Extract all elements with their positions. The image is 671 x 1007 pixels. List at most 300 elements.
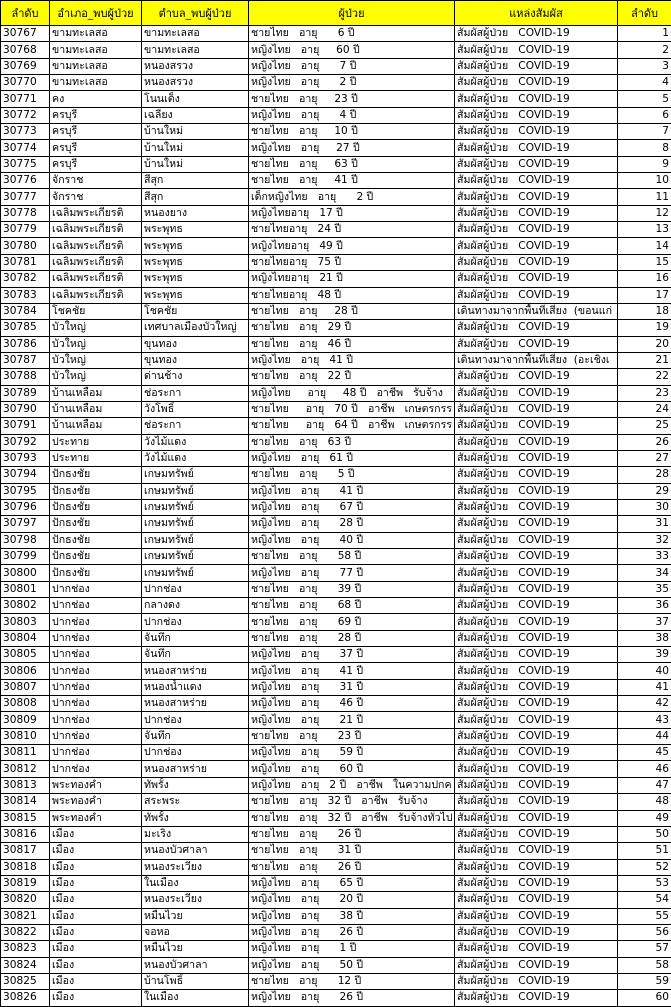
case-number-cell: 30770	[1, 75, 50, 91]
table-row	[1, 26, 671, 42]
exposure-source-cell: สัมผัสผู้ป่วย COVID-19	[455, 794, 618, 810]
subdistrict-cell: วังไม้แดง	[142, 434, 249, 450]
patient-cell: หญิงไทย อายุ 41 ปี	[249, 483, 455, 499]
patient-cell: หญิงไทย อายุ 37 ปี	[249, 647, 455, 663]
case-number-cell: 30813	[1, 777, 50, 793]
patient-cell: หญิงไทย อายุ 31 ปี	[249, 679, 455, 695]
subdistrict-cell: ปากช่อง	[142, 581, 249, 597]
subdistrict-cell: หนองระเวียง	[142, 892, 249, 908]
table-row	[1, 75, 671, 91]
case-number-cell: 30785	[1, 320, 50, 336]
subdistrict-cell: เกษมทรัพย์	[142, 499, 249, 515]
case-number-cell: 30804	[1, 630, 50, 646]
patient-cell: หญิงไทย อายุ 77 ปี	[249, 565, 455, 581]
case-number-cell: 30812	[1, 761, 50, 777]
sequence-cell: 38	[618, 630, 671, 646]
exposure-source-cell: สัมผัสผู้ป่วย COVID-19	[455, 859, 618, 875]
subdistrict-cell: เกษมทรัพย์	[142, 565, 249, 581]
subdistrict-cell: โนนเต็ง	[142, 91, 249, 107]
sequence-cell: 45	[618, 745, 671, 761]
patient-cell: ชายไทย อายุ 23 ปี	[249, 91, 455, 107]
exposure-source-cell: สัมผัสผู้ป่วย COVID-19	[455, 908, 618, 924]
patient-cell: ชายไทย อายุ 32 ปี อาชีพ รับจ้างทั่วไป	[249, 810, 455, 826]
patient-cell: หญิงไทย อายุ 26 ปี	[249, 924, 455, 940]
table-row	[1, 42, 671, 58]
table-row	[1, 777, 671, 793]
district-cell: บัวใหญ่	[50, 320, 142, 336]
exposure-source-cell: สัมผัสผู้ป่วย COVID-19	[455, 156, 618, 172]
sequence-cell: 60	[618, 990, 671, 1006]
exposure-source-cell: สัมผัสผู้ป่วย COVID-19	[455, 728, 618, 744]
table-row	[1, 156, 671, 172]
district-cell: เมือง	[50, 892, 142, 908]
exposure-source-cell: สัมผัสผู้ป่วย COVID-19	[455, 450, 618, 466]
case-number-cell: 30805	[1, 647, 50, 663]
subdistrict-cell: วังไม้แดง	[142, 450, 249, 466]
exposure-source-cell: สัมผัสผู้ป่วย COVID-19	[455, 941, 618, 957]
exposure-source-cell: สัมผัสผู้ป่วย COVID-19	[455, 973, 618, 989]
case-number-cell: 30803	[1, 614, 50, 630]
table-row	[1, 663, 671, 679]
table-row	[1, 565, 671, 581]
district-cell: พระทองคำ	[50, 777, 142, 793]
patient-cell: หญิงไทย อายุ 4 ปี	[249, 107, 455, 123]
patient-cell: หญิงไทยอายุ 21 ปี	[249, 271, 455, 287]
exposure-source-cell: สัมผัสผู้ป่วย COVID-19	[455, 271, 618, 287]
exposure-source-cell: สัมผัสผู้ป่วย COVID-19	[455, 418, 618, 434]
district-cell: ปักธงชัย	[50, 516, 142, 532]
district-cell: ปากช่อง	[50, 696, 142, 712]
exposure-source-cell: สัมผัสผู้ป่วย COVID-19	[455, 26, 618, 42]
subdistrict-cell: ขามทะเลสอ	[142, 26, 249, 42]
district-cell: โชคชัย	[50, 303, 142, 319]
case-number-cell: 30769	[1, 58, 50, 74]
patient-cell: ชายไทย อายุ 64 ปี อาชีพ เกษตรกรร	[249, 418, 455, 434]
patient-cell: ชายไทย อายุ 5 ปี	[249, 467, 455, 483]
subdistrict-cell: ขามทะเลสอ	[142, 42, 249, 58]
exposure-source-cell: สัมผัสผู้ป่วย COVID-19	[455, 745, 618, 761]
district-cell: ปากช่อง	[50, 598, 142, 614]
district-cell: ครบุรี	[50, 107, 142, 123]
district-cell: พระทองคำ	[50, 794, 142, 810]
district-cell: ประทาย	[50, 434, 142, 450]
patient-cell: ชายไทย อายุ 23 ปี	[249, 728, 455, 744]
case-number-cell: 30786	[1, 336, 50, 352]
table-row	[1, 336, 671, 352]
subdistrict-cell: หนองสาหร่าย	[142, 761, 249, 777]
sequence-cell: 33	[618, 549, 671, 565]
patient-cell: ชายไทย อายุ 46 ปี	[249, 336, 455, 352]
subdistrict-cell: หนองสาหร่าย	[142, 696, 249, 712]
table-row	[1, 647, 671, 663]
table-row	[1, 173, 671, 189]
case-number-cell: 30773	[1, 124, 50, 140]
sequence-cell: 27	[618, 450, 671, 466]
patient-cell: หญิงไทย อายุ 46 ปี	[249, 696, 455, 712]
table-row	[1, 401, 671, 417]
table-row	[1, 140, 671, 156]
exposure-source-cell: สัมผัสผู้ป่วย COVID-19	[455, 287, 618, 303]
sequence-cell: 4	[618, 75, 671, 91]
subdistrict-cell: ขุนทอง	[142, 336, 249, 352]
sequence-cell: 46	[618, 761, 671, 777]
table-row	[1, 254, 671, 270]
table-row	[1, 107, 671, 123]
table-row	[1, 450, 671, 466]
case-number-cell: 30783	[1, 287, 50, 303]
exposure-source-cell: สัมผัสผู้ป่วย COVID-19	[455, 843, 618, 859]
district-cell: บ้านเหลื่อม	[50, 401, 142, 417]
district-cell: ปากช่อง	[50, 614, 142, 630]
district-cell: เมือง	[50, 957, 142, 973]
case-number-cell: 30814	[1, 794, 50, 810]
patient-cell: ชายไทยอายุ 48 ปี	[249, 287, 455, 303]
patient-cell: ชายไทย อายุ 68 ปี	[249, 598, 455, 614]
case-number-cell: 30782	[1, 271, 50, 287]
case-number-cell: 30821	[1, 908, 50, 924]
sequence-cell: 50	[618, 826, 671, 842]
case-number-cell: 30778	[1, 205, 50, 221]
district-cell: คง	[50, 91, 142, 107]
table-row	[1, 745, 671, 761]
sequence-cell: 47	[618, 777, 671, 793]
exposure-source-cell: เดินทางมาจากพื้นที่เสี่ยง (อะเชิงเ	[455, 352, 618, 368]
sequence-cell: 32	[618, 532, 671, 548]
case-number-cell: 30796	[1, 499, 50, 515]
subdistrict-cell: จันทึก	[142, 728, 249, 744]
case-number-cell: 30817	[1, 843, 50, 859]
district-cell: เมือง	[50, 924, 142, 940]
district-cell: บัวใหญ่	[50, 369, 142, 385]
case-number-cell: 30806	[1, 663, 50, 679]
case-number-cell: 30808	[1, 696, 50, 712]
table-row	[1, 598, 671, 614]
table-row	[1, 614, 671, 630]
case-number-cell: 30794	[1, 467, 50, 483]
subdistrict-cell: พระพุทธ	[142, 254, 249, 270]
subdistrict-cell: บ้านใหม่	[142, 140, 249, 156]
sequence-cell: 22	[618, 369, 671, 385]
case-number-cell: 30788	[1, 369, 50, 385]
sequence-cell: 5	[618, 91, 671, 107]
sequence-cell: 26	[618, 434, 671, 450]
subdistrict-cell: หมื่นไวย	[142, 908, 249, 924]
table-row	[1, 843, 671, 859]
exposure-source-cell: สัมผัสผู้ป่วย COVID-19	[455, 679, 618, 695]
exposure-source-cell: สัมผัสผู้ป่วย COVID-19	[455, 385, 618, 401]
sequence-cell: 55	[618, 908, 671, 924]
header-row	[1, 1, 671, 26]
patient-cell: หญิงไทย อายุ 50 ปี	[249, 957, 455, 973]
sequence-cell: 13	[618, 222, 671, 238]
subdistrict-cell: หนองบัวศาลา	[142, 843, 249, 859]
case-number-cell: 30811	[1, 745, 50, 761]
exposure-source-cell: สัมผัสผู้ป่วย COVID-19	[455, 369, 618, 385]
sequence-cell: 19	[618, 320, 671, 336]
exposure-source-cell: สัมผัสผู้ป่วย COVID-19	[455, 761, 618, 777]
patient-cell: หญิงไทย อายุ 26 ปี	[249, 990, 455, 1006]
case-number-cell: 30792	[1, 434, 50, 450]
case-number-cell: 30824	[1, 957, 50, 973]
sequence-cell: 37	[618, 614, 671, 630]
subdistrict-cell: พระพุทธ	[142, 287, 249, 303]
header-case-number: ลำดับ	[1, 1, 50, 26]
patient-cell: ชายไทย อายุ 10 ปี	[249, 124, 455, 140]
table-row	[1, 794, 671, 810]
exposure-source-cell: สัมผัสผู้ป่วย COVID-19	[455, 826, 618, 842]
district-cell: ปากช่อง	[50, 761, 142, 777]
exposure-source-cell: สัมผัสผู้ป่วย COVID-19	[455, 467, 618, 483]
patient-cell: หญิงไทย อายุ 65 ปี	[249, 875, 455, 891]
subdistrict-cell: หนองน้ำแดง	[142, 679, 249, 695]
subdistrict-cell: หนองสรวง	[142, 75, 249, 91]
patient-cell: ชายไทย อายุ 31 ปี	[249, 843, 455, 859]
exposure-source-cell: สัมผัสผู้ป่วย COVID-19	[455, 205, 618, 221]
case-number-cell: 30793	[1, 450, 50, 466]
case-number-cell: 30819	[1, 875, 50, 891]
district-cell: เมือง	[50, 859, 142, 875]
exposure-source-cell: สัมผัสผู้ป่วย COVID-19	[455, 434, 618, 450]
header-sequence: ลำดับ	[618, 1, 671, 26]
sequence-cell: 21	[618, 352, 671, 368]
exposure-source-cell: สัมผัสผู้ป่วย COVID-19	[455, 892, 618, 908]
subdistrict-cell: ในเมือง	[142, 875, 249, 891]
table-row	[1, 941, 671, 957]
patient-cell: หญิงไทย อายุ 60 ปี	[249, 42, 455, 58]
sequence-cell: 30	[618, 499, 671, 515]
exposure-source-cell: สัมผัสผู้ป่วย COVID-19	[455, 124, 618, 140]
patient-cell: หญิงไทย อายุ 48 ปี อาชีพ รับจ้าง	[249, 385, 455, 401]
district-cell: เฉลิมพระเกียรติ	[50, 222, 142, 238]
patient-cell: ชายไทย อายุ 26 ปี	[249, 826, 455, 842]
patient-cell: ชายไทย อายุ 6 ปี	[249, 26, 455, 42]
district-cell: เมือง	[50, 843, 142, 859]
district-cell: บ้านเหลื่อม	[50, 385, 142, 401]
case-number-cell: 30818	[1, 859, 50, 875]
sequence-cell: 3	[618, 58, 671, 74]
exposure-source-cell: สัมผัสผู้ป่วย COVID-19	[455, 320, 618, 336]
exposure-source-cell: สัมผัสผู้ป่วย COVID-19	[455, 222, 618, 238]
patient-cell: หญิงไทย อายุ 61 ปี	[249, 450, 455, 466]
patient-cell: ชายไทย อายุ 39 ปี	[249, 581, 455, 597]
header-patient: ผู้ป่วย	[249, 1, 455, 26]
table-body	[1, 26, 671, 1007]
case-number-cell: 30816	[1, 826, 50, 842]
table-row	[1, 124, 671, 140]
patient-cell: ชายไทย อายุ 29 ปี	[249, 320, 455, 336]
sequence-cell: 54	[618, 892, 671, 908]
subdistrict-cell: หนองระเวียง	[142, 859, 249, 875]
sequence-cell: 41	[618, 679, 671, 695]
exposure-source-cell: สัมผัสผู้ป่วย COVID-19	[455, 75, 618, 91]
subdistrict-cell: เกษมทรัพย์	[142, 549, 249, 565]
district-cell: เฉลิมพระเกียรติ	[50, 254, 142, 270]
exposure-source-cell: สัมผัสผู้ป่วย COVID-19	[455, 565, 618, 581]
table-row	[1, 728, 671, 744]
district-cell: ปักธงชัย	[50, 549, 142, 565]
subdistrict-cell: จอหอ	[142, 924, 249, 940]
table-row	[1, 973, 671, 989]
subdistrict-cell: ทัพรั้ง	[142, 777, 249, 793]
subdistrict-cell: ช่อระกา	[142, 418, 249, 434]
district-cell: เมือง	[50, 826, 142, 842]
header-district: อำเภอ_พบผู้ป่วย	[50, 1, 142, 26]
exposure-source-cell: สัมผัสผู้ป่วย COVID-19	[455, 42, 618, 58]
case-number-cell: 30781	[1, 254, 50, 270]
exposure-source-cell: สัมผัสผู้ป่วย COVID-19	[455, 58, 618, 74]
district-cell: ขามทะเลสอ	[50, 75, 142, 91]
sequence-cell: 44	[618, 728, 671, 744]
patient-cell: หญิงไทย อายุ 21 ปี	[249, 712, 455, 728]
subdistrict-cell: วังโพธิ์	[142, 401, 249, 417]
exposure-source-cell: สัมผัสผู้ป่วย COVID-19	[455, 401, 618, 417]
district-cell: ขามทะเลสอ	[50, 42, 142, 58]
patient-cell: ชายไทย อายุ 69 ปี	[249, 614, 455, 630]
table-row	[1, 238, 671, 254]
subdistrict-cell: เกษมทรัพย์	[142, 467, 249, 483]
case-number-cell: 30809	[1, 712, 50, 728]
sequence-cell: 1	[618, 26, 671, 42]
sequence-cell: 25	[618, 418, 671, 434]
district-cell: ปากช่อง	[50, 712, 142, 728]
case-number-cell: 30810	[1, 728, 50, 744]
district-cell: เมือง	[50, 973, 142, 989]
case-number-cell: 30790	[1, 401, 50, 417]
exposure-source-cell: สัมผัสผู้ป่วย COVID-19	[455, 140, 618, 156]
case-number-cell: 30789	[1, 385, 50, 401]
exposure-source-cell: สัมผัสผู้ป่วย COVID-19	[455, 549, 618, 565]
exposure-source-cell: สัมผัสผู้ป่วย COVID-19	[455, 336, 618, 352]
exposure-source-cell: สัมผัสผู้ป่วย COVID-19	[455, 499, 618, 515]
header-subdistrict: ตำบล_พบผู้ป่วย	[142, 1, 249, 26]
sequence-cell: 36	[618, 598, 671, 614]
exposure-source-cell: สัมผัสผู้ป่วย COVID-19	[455, 924, 618, 940]
district-cell: จักราช	[50, 189, 142, 205]
district-cell: ปากช่อง	[50, 630, 142, 646]
subdistrict-cell: หนองสรวง	[142, 58, 249, 74]
patient-cell: ชายไทย อายุ 63 ปี	[249, 156, 455, 172]
sequence-cell: 48	[618, 794, 671, 810]
case-number-cell: 30820	[1, 892, 50, 908]
exposure-source-cell: สัมผัสผู้ป่วย COVID-19	[455, 663, 618, 679]
exposure-source-cell: สัมผัสผู้ป่วย COVID-19	[455, 189, 618, 205]
subdistrict-cell: กลางดง	[142, 598, 249, 614]
exposure-source-cell: สัมผัสผู้ป่วย COVID-19	[455, 173, 618, 189]
sequence-cell: 31	[618, 516, 671, 532]
exposure-source-cell: สัมผัสผู้ป่วย COVID-19	[455, 777, 618, 793]
district-cell: ปากช่อง	[50, 647, 142, 663]
exposure-source-cell: สัมผัสผู้ป่วย COVID-19	[455, 238, 618, 254]
case-number-cell: 30798	[1, 532, 50, 548]
district-cell: ปักธงชัย	[50, 499, 142, 515]
table-row	[1, 385, 671, 401]
exposure-source-cell: สัมผัสผู้ป่วย COVID-19	[455, 581, 618, 597]
patient-cell: หญิงไทย อายุ 67 ปี	[249, 499, 455, 515]
sequence-cell: 57	[618, 941, 671, 957]
sequence-cell: 8	[618, 140, 671, 156]
patient-cell: หญิงไทย อายุ 38 ปี	[249, 908, 455, 924]
patient-cell: ชายไทยอายุ 24 ปี	[249, 222, 455, 238]
district-cell: ปากช่อง	[50, 728, 142, 744]
patient-cell: หญิงไทย อายุ 28 ปี	[249, 516, 455, 532]
subdistrict-cell: หมื่นไวย	[142, 941, 249, 957]
table-row	[1, 549, 671, 565]
exposure-source-cell: สัมผัสผู้ป่วย COVID-19	[455, 107, 618, 123]
patient-cell: ชายไทย อายุ 32 ปี อาชีพ รับจ้าง	[249, 794, 455, 810]
table-row	[1, 91, 671, 107]
table-row	[1, 761, 671, 777]
table-row	[1, 483, 671, 499]
patient-cell: หญิงไทย อายุ 40 ปี	[249, 532, 455, 548]
sequence-cell: 23	[618, 385, 671, 401]
case-number-cell: 30772	[1, 107, 50, 123]
subdistrict-cell: สีสุก	[142, 189, 249, 205]
subdistrict-cell: สีสุก	[142, 173, 249, 189]
exposure-source-cell: สัมผัสผู้ป่วย COVID-19	[455, 614, 618, 630]
sequence-cell: 40	[618, 663, 671, 679]
sequence-cell: 34	[618, 565, 671, 581]
district-cell: เฉลิมพระเกียรติ	[50, 287, 142, 303]
case-number-cell: 30771	[1, 91, 50, 107]
subdistrict-cell: พระพุทธ	[142, 271, 249, 287]
case-number-cell: 30791	[1, 418, 50, 434]
subdistrict-cell: เกษมทรัพย์	[142, 516, 249, 532]
exposure-source-cell: สัมผัสผู้ป่วย COVID-19	[455, 875, 618, 891]
district-cell: เมือง	[50, 990, 142, 1006]
district-cell: ปักธงชัย	[50, 532, 142, 548]
table-row	[1, 320, 671, 336]
subdistrict-cell: ปากช่อง	[142, 745, 249, 761]
subdistrict-cell: พระพุทธ	[142, 238, 249, 254]
patient-cell: ชายไทย อายุ 12 ปี	[249, 973, 455, 989]
table-row	[1, 58, 671, 74]
district-cell: เมือง	[50, 875, 142, 891]
patient-cell: หญิงไทย อายุ 41 ปี	[249, 352, 455, 368]
subdistrict-cell: ช่อระกา	[142, 385, 249, 401]
header-exposure-source: แหล่งสัมผัส	[455, 1, 618, 26]
table-row	[1, 859, 671, 875]
patient-cell: หญิงไทยอายุ 49 ปี	[249, 238, 455, 254]
district-cell: ปากช่อง	[50, 663, 142, 679]
table-row	[1, 892, 671, 908]
patient-cell: หญิงไทย อายุ 2 ปี	[249, 75, 455, 91]
sequence-cell: 11	[618, 189, 671, 205]
subdistrict-cell: หนองยาง	[142, 205, 249, 221]
sequence-cell: 58	[618, 957, 671, 973]
subdistrict-cell: จันทึก	[142, 630, 249, 646]
patient-cell: หญิงไทย อายุ 41 ปี	[249, 663, 455, 679]
case-number-cell: 30779	[1, 222, 50, 238]
district-cell: ครบุรี	[50, 140, 142, 156]
patient-cell: ชายไทยอายุ 75 ปี	[249, 254, 455, 270]
sequence-cell: 39	[618, 647, 671, 663]
patient-cell: หญิงไทย อายุ 59 ปี	[249, 745, 455, 761]
patient-cell: ชายไทย อายุ 70 ปี อาชีพ เกษตรกรร	[249, 401, 455, 417]
sequence-cell: 2	[618, 42, 671, 58]
subdistrict-cell: เกษมทรัพย์	[142, 532, 249, 548]
table-row	[1, 516, 671, 532]
case-number-cell: 30826	[1, 990, 50, 1006]
case-number-cell: 30825	[1, 973, 50, 989]
table-row	[1, 303, 671, 319]
table-row	[1, 712, 671, 728]
patient-cell: หญิงไทย อายุ 1 ปี	[249, 941, 455, 957]
sequence-cell: 20	[618, 336, 671, 352]
table-row	[1, 205, 671, 221]
subdistrict-cell: ขุนทอง	[142, 352, 249, 368]
patient-cell: ชายไทย อายุ 58 ปี	[249, 549, 455, 565]
table-row	[1, 696, 671, 712]
